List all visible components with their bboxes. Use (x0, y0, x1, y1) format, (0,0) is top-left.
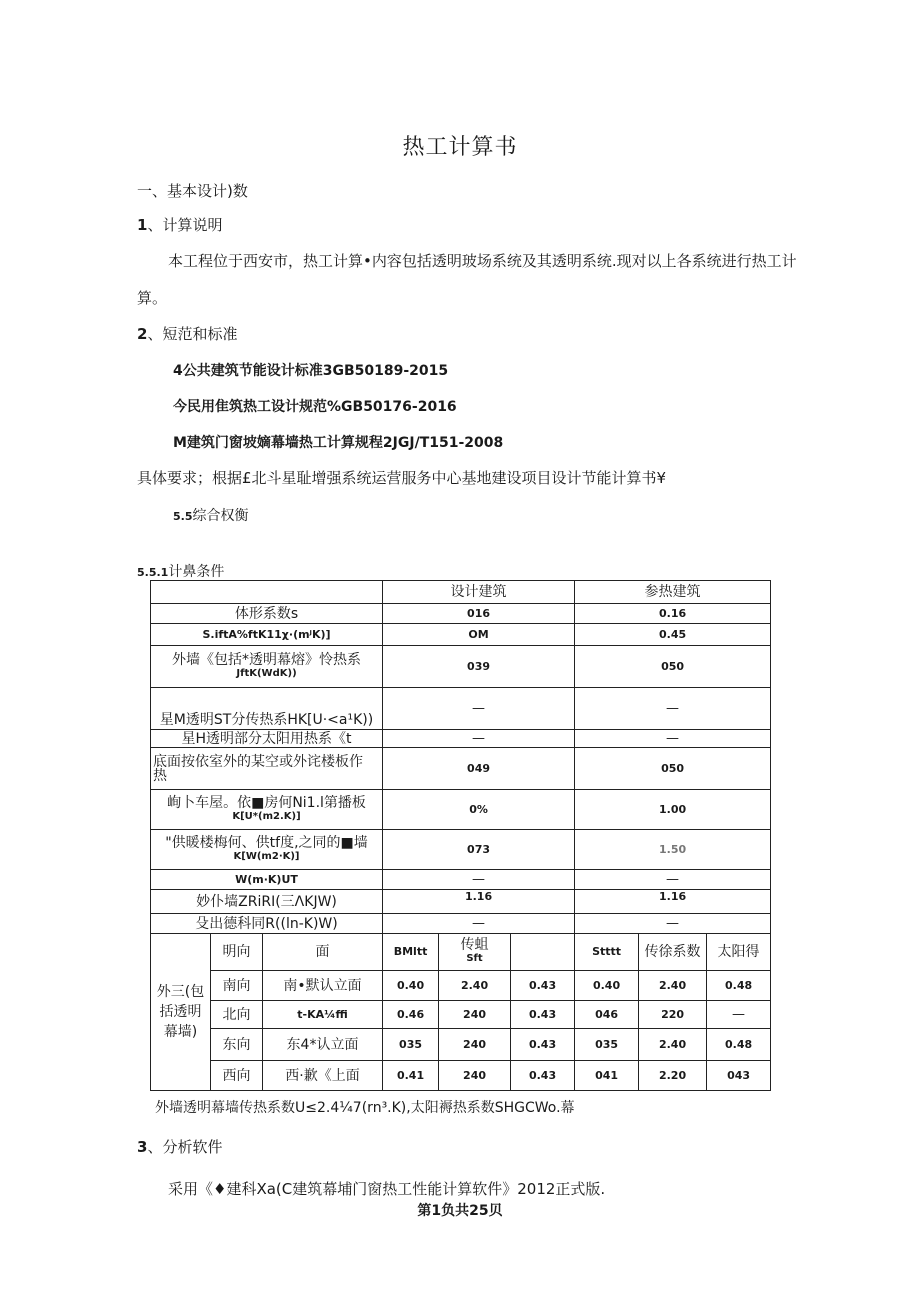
window-row-north (151, 1001, 771, 1029)
subsection-software (137, 1136, 222, 1157)
facade-name: 南•默认立面 (263, 971, 383, 1001)
subsection-5-5-1 (137, 561, 224, 581)
design-value: 1.16 (383, 890, 575, 914)
subsection-number: 5.5 (173, 510, 193, 523)
value-6: — (707, 1001, 771, 1029)
standard-ref-3: M建筑门窗坡嫡幕墙热工计算规程2JGJ/T151-2008 (173, 435, 504, 451)
paragraph-line-1: 本工程位于西安市，热工计算•内容包括透明玻场系统及其透明系统.现对以上各系统进行热工计 (168, 252, 797, 270)
subsection-number: 5.5.1 (137, 566, 169, 579)
standard-ref-1: 4公共建筑节能设计标准3GB50189-2015 (173, 363, 449, 379)
reference-value: — (575, 870, 771, 890)
window-header-col6: 太阳得 (707, 934, 771, 971)
reference-value: 050 (575, 646, 771, 688)
value-5: 2.20 (639, 1061, 707, 1091)
row-label (151, 830, 383, 870)
reference-value: 1.50 (575, 830, 771, 870)
orientation: 东向 (211, 1029, 263, 1061)
table-row (151, 604, 771, 624)
row-label-line2: K[U*(m2.K)] (232, 810, 301, 822)
subsection-number: 1 (137, 216, 148, 234)
reference-value: 050 (575, 748, 771, 790)
subsection-number: 3 (137, 1138, 148, 1156)
subsection-number: 2 (137, 325, 148, 343)
window-header-col4: Stttt (575, 934, 639, 971)
subsection-title: 、短范和标准 (147, 325, 238, 343)
value-4: 0.40 (575, 971, 639, 1001)
row-label: 星H透明部分太阳用热系《t (151, 730, 383, 748)
standard-ref-2: 今民用隹筑热工设计规范%GB50176-2016 (173, 399, 457, 415)
design-value: 016 (383, 604, 575, 624)
subsection-standards (137, 323, 237, 344)
subsection-calculation-notes (137, 214, 222, 235)
value-5: 2.40 (639, 971, 707, 1001)
orientation: 西向 (211, 1061, 263, 1091)
value-6: 0.48 (707, 1029, 771, 1061)
table-row (151, 624, 771, 646)
software-statement: 采用《♦建科Xa(C建筑幕埔门窗热工性能计算软件》2012正式版. (168, 1180, 606, 1198)
row-label-line1: 底面按依室外的某空或外诧楼板作 (153, 753, 363, 770)
row-label (151, 790, 383, 830)
reference-value: — (575, 914, 771, 934)
value-4: 046 (575, 1001, 639, 1029)
design-value: 0% (383, 790, 575, 830)
section-heading-basic-design: 一、基本设计)数 (137, 182, 248, 200)
row-label-line1: 峋卜车屋。依■房何Ni1.l第播板 (167, 794, 366, 811)
table-footnote: 外墙透明幕墙传热系数U≤2.4¼7(rn³.K),太阳褥热系数SHGCWo.幕 (155, 1100, 575, 1116)
window-header-col3 (511, 934, 575, 971)
header-design-building: 设计建筑 (383, 581, 575, 604)
design-value: 073 (383, 830, 575, 870)
value-5: 220 (639, 1001, 707, 1029)
value-5: 2.40 (639, 1029, 707, 1061)
facade-name: t-KA¼ffi (263, 1001, 383, 1029)
reference-value: — (575, 730, 771, 748)
row-label (151, 646, 383, 688)
table-row (151, 688, 771, 730)
design-value: — (383, 870, 575, 890)
subsection-title: 综合权衡 (192, 508, 249, 524)
table-header-row (151, 581, 771, 604)
value-2: 2.40 (439, 971, 511, 1001)
subsection-5-5 (173, 505, 249, 525)
row-label (151, 748, 383, 790)
table-row (151, 790, 771, 830)
facade-name: 西·歉《上面 (263, 1061, 383, 1091)
value-2: 240 (439, 1001, 511, 1029)
table-row (151, 870, 771, 890)
table-row (151, 914, 771, 934)
row-label: 星M透明ST分传热系HK[U·<a¹K)) (151, 688, 383, 730)
design-value: 049 (383, 748, 575, 790)
thermal-spec-table (150, 580, 771, 1091)
value-3: 0.43 (511, 1061, 575, 1091)
window-row-west (151, 1061, 771, 1091)
value-1: 0.41 (383, 1061, 439, 1091)
window-header-face: 面 (263, 934, 383, 971)
facade-name: 东4*认立面 (263, 1029, 383, 1061)
reference-value: 1.16 (575, 890, 771, 914)
value-1: 035 (383, 1029, 439, 1061)
row-label: 妙仆墙ZRiRI(三ΛKJW) (151, 890, 383, 914)
paragraph-line-2: 算。 (137, 289, 168, 307)
value-3: 0.43 (511, 1001, 575, 1029)
row-label-line1: 外墙《包括*透明幕熔》怜热系 (172, 651, 362, 668)
window-header-col5: 传徐系数 (639, 934, 707, 971)
value-1: 0.46 (383, 1001, 439, 1029)
window-header-col2 (439, 934, 511, 971)
window-group-label: 外三(包括透明幕墙) (151, 934, 211, 1091)
window-header-col1: BMltt (383, 934, 439, 971)
row-label-line2: K[W(m2·K)] (233, 850, 300, 862)
design-value: OM (383, 624, 575, 646)
value-4: 041 (575, 1061, 639, 1091)
row-label-line2: 热 (153, 767, 167, 784)
window-row-south (151, 971, 771, 1001)
orientation: 南向 (211, 971, 263, 1001)
row-label: 殳出德科同R((ln-K)W) (151, 914, 383, 934)
design-value: — (383, 688, 575, 730)
subsection-title: 、分析软件 (147, 1138, 223, 1156)
reference-value: — (575, 688, 771, 730)
subsection-title: 计鼻条件 (168, 564, 225, 580)
row-label-line2: JftK(WdK)) (236, 667, 297, 679)
header-reference-building: 参热建筑 (575, 581, 771, 604)
window-header-row (151, 934, 771, 971)
value-6: 043 (707, 1061, 771, 1091)
design-value: — (383, 730, 575, 748)
row-label: S.iftA%ftK11χ·(mʲK)] (151, 624, 383, 646)
document-title: 热工计算书 (402, 135, 518, 160)
design-value: — (383, 914, 575, 934)
orientation: 北向 (211, 1001, 263, 1029)
value-2: 240 (439, 1029, 511, 1061)
reference-value: 1.00 (575, 790, 771, 830)
table-row (151, 890, 771, 914)
reference-value: 0.45 (575, 624, 771, 646)
requirement-text: 具体要求；根据£北斗星耻增强系统运营服务中心基地建设项目设计节能计算书¥ (137, 469, 667, 487)
value-3: 0.43 (511, 1029, 575, 1061)
header-label-cell (151, 581, 383, 604)
value-2: 240 (439, 1061, 511, 1091)
row-label-line1: "供暖楼梅何、供tf度,之同的■墙 (165, 834, 368, 851)
design-value: 039 (383, 646, 575, 688)
table-row (151, 748, 771, 790)
value-4: 035 (575, 1029, 639, 1061)
table-row (151, 830, 771, 870)
table-row (151, 646, 771, 688)
value-6: 0.48 (707, 971, 771, 1001)
row-label: W(m·K)UT (151, 870, 383, 890)
value-1: 0.40 (383, 971, 439, 1001)
value-3: 0.43 (511, 971, 575, 1001)
window-header-orientation: 明向 (211, 934, 263, 971)
reference-value: 0.16 (575, 604, 771, 624)
page-footer: 第1负共25贝 (417, 1203, 503, 1219)
table-row (151, 730, 771, 748)
window-row-east (151, 1029, 771, 1061)
row-label: 体形系数s (151, 604, 383, 624)
window-header-col2-line2: Sft (466, 953, 483, 964)
window-header-col2-line1: 传蛆 (460, 937, 489, 953)
subsection-title: 、计算说明 (147, 216, 223, 234)
